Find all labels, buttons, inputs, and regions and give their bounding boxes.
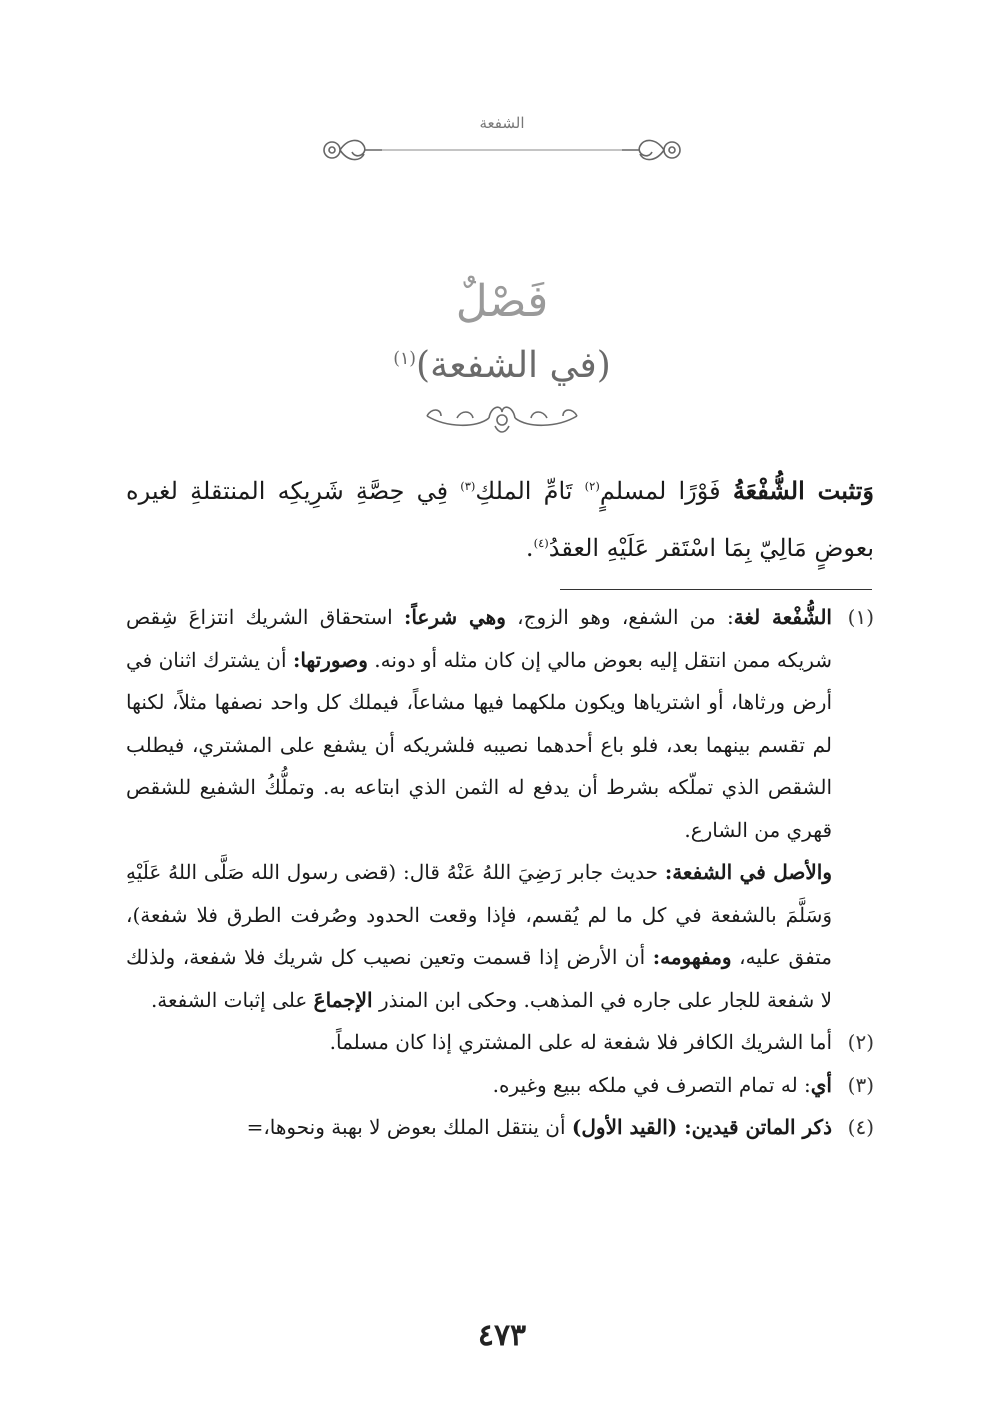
footnote-number: (٢) bbox=[847, 1030, 874, 1054]
fn1-text-1: : من الشفع، وهو الزوج، bbox=[505, 605, 734, 629]
main-segment-3: فِي حِصَّةِ شَرِيكِه المنتقلةِ لغيره بعوضٍ مَالِيّ بِمَا اسْتَقر عَلَيْهِ العقدُ bbox=[126, 477, 874, 562]
fn1-bold-1: الشُّفْعة لغة bbox=[733, 605, 832, 629]
fn1-bold-6: الإجماعَ bbox=[313, 987, 373, 1012]
fn1-text-5: أن الأرض إذا قسمت وتعين نصيب كل شريك فلا شفعة، ولذلك لا شفعة للجار على جاره في المذهب. وحكى ابن المنذر bbox=[126, 945, 832, 1012]
fn1-bold-4: والأصل في الشفعة: bbox=[664, 860, 832, 884]
footnote-number: (٣) bbox=[847, 1072, 874, 1097]
main-segment-2: تَامِّ الملكِ bbox=[475, 477, 585, 505]
running-header: الشفعة bbox=[479, 114, 525, 132]
fn3-text: : له تمام التصرف في ملكه ببيع وغيره. bbox=[492, 1072, 811, 1097]
fn1-bold-2: وهي شرعاً: bbox=[403, 605, 506, 629]
footnote-1 bbox=[126, 596, 874, 1021]
main-segment-1: فَوْرًا لمسلمٍ bbox=[599, 477, 733, 505]
fn1-text-2: استحقاق الشريك انتزاعَ شِقص شريكه ممن انتقل إليه بعوض مالي إن كان مثله أو دونه. bbox=[126, 605, 832, 672]
chapter-subtitle bbox=[0, 345, 1004, 386]
fn1-text-3: أن يشترك اثنان في أرض ورثاها، أو اشترياها ويكون ملكهما فيها مشاعاً، فيملك كل واحد نصفها مثلاً، لكنها لم تقسم بينهما بعد، فلو باع أحدهما نصيبه فلشريكه أن يشفع على المشتري، فيطلب الشقص الذي تملّكه بشرط أن يدفع له الثمن الذي ابتاعه به. وتملُّكُ الشفيع للشقص قهري من الشارع. bbox=[126, 647, 832, 842]
fn4-bold-1: ذكر الماتن قيدين: bbox=[684, 1115, 832, 1139]
footnote-number: (١) bbox=[847, 605, 874, 629]
footnote-ref-4: (٤) bbox=[533, 536, 549, 550]
fn1-bold-5: ومفهومه: bbox=[652, 945, 732, 969]
footnote-body bbox=[126, 1106, 832, 1149]
main-segment-4: . bbox=[525, 534, 534, 562]
footnote-body: أما الشريك الكافر فلا شفعة له على المشتري إذا كان مسلماً. bbox=[329, 1030, 832, 1054]
fn4-bold-2: (القيد الأول) bbox=[571, 1115, 685, 1139]
footnote-4 bbox=[126, 1106, 874, 1149]
fn1-text-4: حديث جابر رَضِيَ اللهُ عَنْهُ قال: (قضى رسول الله صَلَّى اللهُ عَلَيْهِ وَسَلَّمَ بالشفعة في كل ما لم يُقسم، فإذا وقعت الحدود وصُرفت الطرق فلا شفعة)، متفق عليه، bbox=[126, 860, 833, 969]
subtitle-footnote-ref: (١) bbox=[393, 349, 417, 369]
header-ornament bbox=[312, 132, 692, 168]
footnote-number: (٤) bbox=[847, 1115, 874, 1139]
footnote-body bbox=[126, 1064, 832, 1107]
footnotes bbox=[126, 596, 874, 1149]
footnote-body bbox=[126, 596, 832, 1021]
subtitle-text: (في الشفعة) bbox=[416, 345, 611, 386]
fn1-bold-3: وصورتها: bbox=[292, 647, 368, 672]
footnote-3 bbox=[126, 1064, 874, 1107]
main-bold-term: وَتثبت الشُّفْعَةُ bbox=[732, 476, 875, 505]
title-ornament bbox=[417, 396, 587, 436]
page-number: ٤٧٣ bbox=[477, 1318, 527, 1353]
main-text bbox=[126, 460, 874, 574]
footnote-separator bbox=[560, 589, 872, 590]
fn3-bold: أي bbox=[810, 1072, 832, 1097]
footnote-2 bbox=[126, 1021, 874, 1064]
fn4-text: أن ينتقل الملك بعوض لا بهبة ونحوها،= bbox=[246, 1115, 572, 1139]
chapter-heading: فَصْلٌ bbox=[455, 276, 549, 327]
footnote-ref-2: (٢) bbox=[584, 479, 600, 493]
footnote-ref-3: (٣) bbox=[460, 479, 476, 493]
fn1-text-6: على إثبات الشفعة. bbox=[150, 987, 314, 1012]
